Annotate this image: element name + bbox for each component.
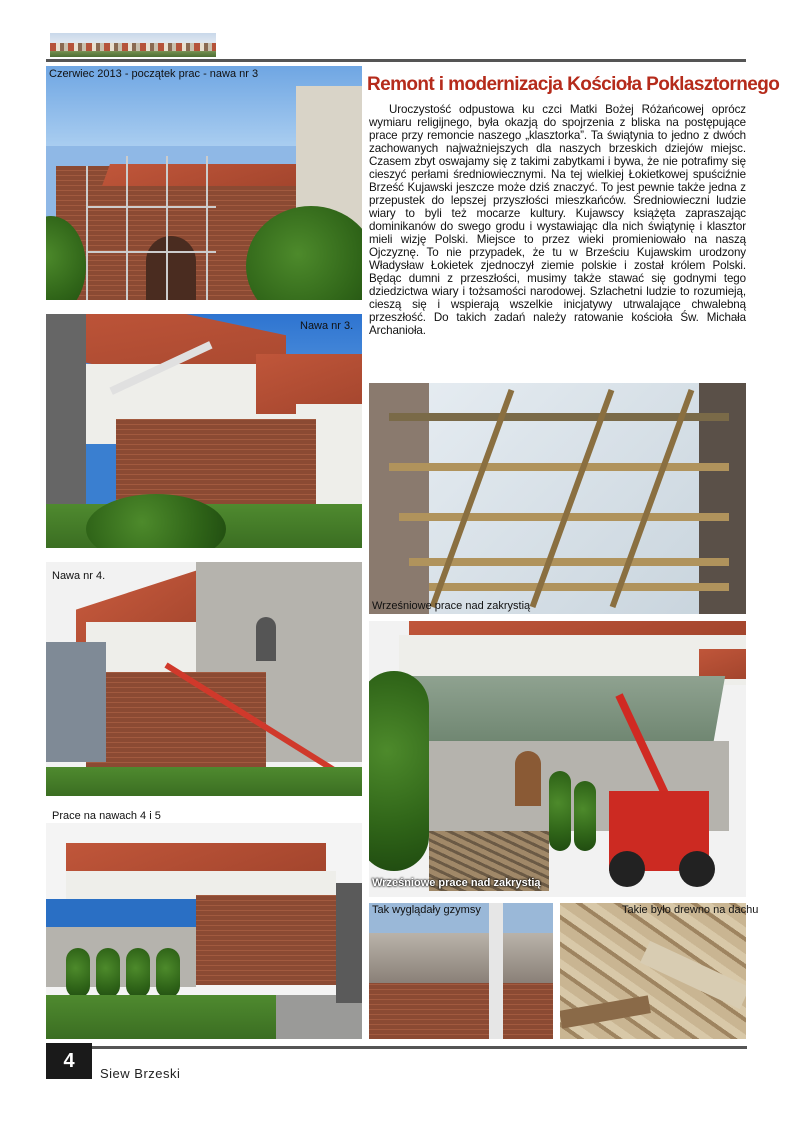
top-rule <box>46 59 746 62</box>
photo-drewno <box>560 903 746 1039</box>
caption-photo-4: Prace na nawach 4 i 5 <box>52 810 161 822</box>
photo-nawa-3-scaffolding <box>46 66 362 300</box>
photo-nawy-4-i-5 <box>46 823 362 1039</box>
article-body: Uroczystość odpustowa ku czci Matki Bożej Różańcowej oprócz wymiaru religijnego, była okazją do spojrzenia z bliska na postępujące prace przy remoncie naszego „klasztorka”. Ta świątynia to jedno z dwóch zachowanych najważniejszych dla naszych brzeskich dziejów miejsc. Czasem zbyt oswajamy się z takimi zabytkami i bywa, że nie potrafimy się cieszyć perłami średniowiecznymi. Na tej wielkiej Łokietkowej spuściźnie Brześć Kujawski jeszcze może dziś znaczyć. To jest pewnie także jedna z przepustek do lepszej przyszłości mieszkańców. Średniowieczni ludzie wiary to byli też mocarze kultury. Kujawscy książęta zapraszając dominikanów do swego grodu i wystawiając dla nich świątynię i klasztor mieli wizję Polski. Miejsce to przez wieki promieniowało na naszą Ojczyznę. To nie przypadek, że tu w Brześciu Kujawskim urodzony Władysław Łokietek zjednoczył ziemie polskie i został królem Polski. Będąc dumni z przeszłości, musimy także stawać się godnymi tego dziedzictwa wiary i tożsamości narodowej. Szlachetni ludzie to rozumieją, cieszą się i wspierają wszelkie inicjatywy utrwalające chwalebną przeszłość. Do takich zadań należy ratowanie kościoła Św. Michała Archanioła. <box>369 103 746 337</box>
header-village-banner <box>50 33 216 57</box>
page-number: 4 <box>46 1043 92 1079</box>
caption-photo-7: Tak wyglądały gzymsy <box>372 904 481 916</box>
caption-photo-3: Nawa nr 4. <box>52 570 106 582</box>
photo-gzymsy <box>369 903 553 1039</box>
caption-photo-5: Wrześniowe prace nad zakrystią <box>372 600 531 612</box>
caption-photo-2: Nawa nr 3. <box>300 320 354 332</box>
article-title: Remont i modernizacja Kościoła Poklasztornego <box>367 74 780 95</box>
photo-zakrystia-trusses <box>369 383 746 614</box>
caption-photo-8: Takie było drewno na dachu <box>622 904 759 916</box>
photo-nawa-3-roof <box>46 314 362 548</box>
publication-name: Siew Brzeski <box>100 1066 181 1081</box>
caption-photo-6: Wrześniowe prace nad zakrystią <box>372 877 541 889</box>
caption-photo-1: Czerwiec 2013 - początek prac - nawa nr 3 <box>49 68 259 80</box>
bottom-rule <box>92 1046 747 1049</box>
photo-zakrystia-crane <box>369 621 746 897</box>
photo-nawa-4 <box>46 562 362 796</box>
